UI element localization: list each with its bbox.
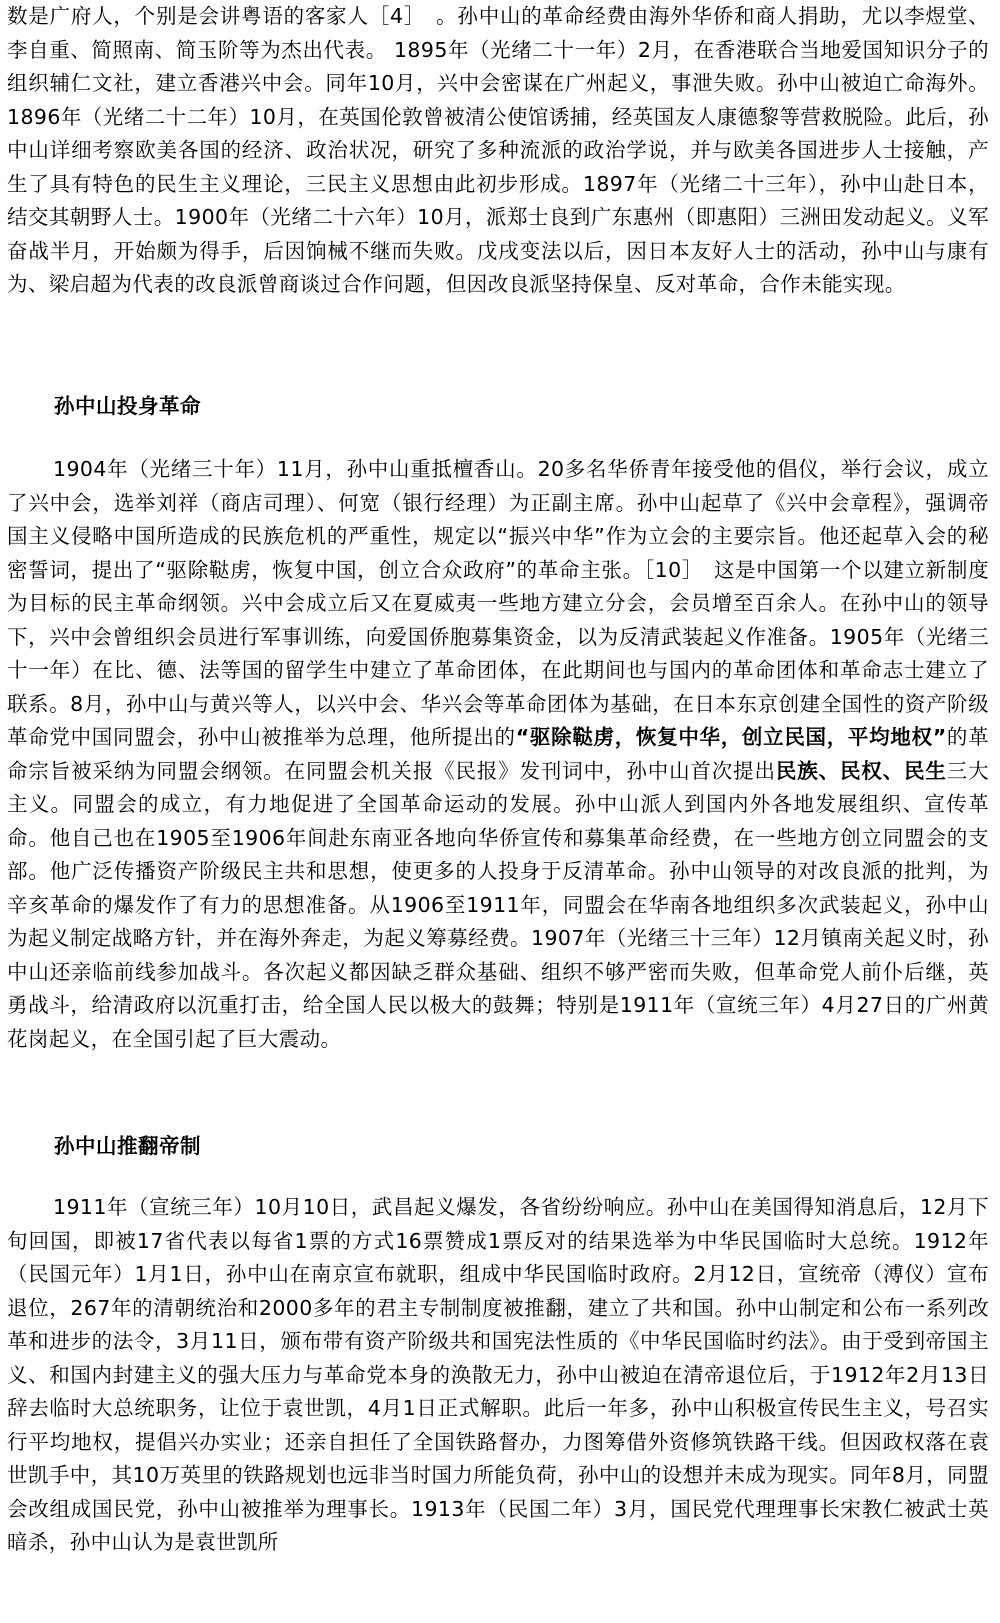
paragraph-overthrowing-monarchy: 1911年（宣统三年）10月10日，武昌起义爆发，各省纷纷响应。孙中山在美国得知消息后，12月下旬回国，即被17省代表以每省1票的方式16票赞成1票反对的结果选举为中华民国临时大总统。1912年（民国元年）1月1日，孙中山在南京宣布就职，组成中华民国临时政府。2月12日，宣统帝（溥仪）宣布退位，267年的清朝统治和2000多年的君主专制制度被推翻，建立了共和国。孙中山制定和公布一系列改革和进步的法令，3月11日，颁布带有资产阶级共和国宪法性质的《中华民国临时约法》。由于受到帝国主义、和国内封建主义的强大压力与革命党本身的涣散无力，孙中山被迫在清帝退位后，于1912年2月13日辞去临时大总统职务，让位于袁世凯，4月1日正式解职。此后一年多，孙中山积极宣传民生主义，号召实行平均地权，提倡兴办实业；还亲自担任了全国铁路督办，力图筹借外资修筑铁路干线。但因政权落在袁世凯手中，其10万英里的铁路规划也远非当时国力所能负荷，孙中山的设想并未成为现实。同年8月，同盟会改组成国民党，孙中山被推举为理事长。1913年（民国二年）3月，国民党代理理事长宋教仁被武士英暗杀，孙中山认为是袁世凯所 [7,1195,989,1554]
section-heading-overthrowing-monarchy: 孙中山推翻帝制 [54,1134,201,1158]
bold-text-three-principles: 民族、民权、民生 [775,758,947,783]
text-run: 的革命宗旨被采纳为同盟会纲领。在同盟会机关报《民报》发刊词中，孙中山首次提出 [7,725,989,783]
bold-text-slogan: “驱除鞑虏，恢复中华，创立民国，平均地权” [515,725,947,749]
paragraph-intro: 数是广府人，个别是会讲粤语的客家人［4］ 。孙中山的革命经费由海外华侨和商人捐助，尤以李煜堂、李自重、简照南、简玉阶等为杰出代表。 1895年（光绪二十一年）2月，在香港联合当地爱国知识分子的组织辅仁文社，建立香港兴中会。同年10月，兴中会密谋在广州起义，事泄失败。孙中山被迫亡命海外。1896年（光绪二十二年）10月，在英国伦敦曾被清公使馆诱捕，经英国友人康德黎等营救脱险。此后，孙中山详细考察欧美各国的经济、政治状况，研究了多种流派的政治学说，并与欧美各国进步人士接触，产生了具有特色的民生主义理论，三民主义思想由此初步形成。1897年（光绪二十三年），孙中山赴日本，结交其朝野人士。1900年（光绪二十六年）10月，派郑士良到广东惠州（即惠阳）三洲田发动起义。义军奋战半月，开始颇为得手，后因饷械不继而失败。戊戌变法以后，因日本友好人士的活动，孙中山与康有为、梁启超为代表的改良派曾商谈过合作问题，但因改良派坚持保皇、反对革命，合作未能实现。 [7,4,989,296]
text-run: 三大主义。同盟会的成立，有力地促进了全国革命运动的发展。孙中山派人到国内外各地发展组织、宣传革命。他自己也在1905至1906年间赴东南亚各地向华侨宣传和募集革命经费，在一些地方创立同盟会的支部。他广泛传播资产阶级民主共和思想，使更多的人投身于反清革命。孙中山领导的对改良派的批判，为辛亥革命的爆发作了有力的思想准备。从1906至1911年，同盟会在华南各地组织多次武装起义，孙中山为起义制定战略方针，并在海外奔走，为起义筹募经费。1907年（光绪三十三年）12月镇南关起义时，孙中山还亲临前线参加战斗。各次起义都因缺乏群众基础、组织不够严密而失败，但革命党人前仆后继，英勇战斗，给清政府以沉重打击，给全国人民以极大的鼓舞；特别是1911年（宣统三年）4月27日的广州黄花岗起义，在全国引起了巨大震动。 [7,758,989,1051]
section-heading-joining-revolution: 孙中山投身革命 [54,394,201,418]
paragraph-joining-revolution [7,453,989,1056]
text-run: 1904年（光绪三十年）11月，孙中山重抵檀香山。20多名华侨青年接受他的倡仪，举行会议，成立了兴中会，选举刘祥（商店司理）、何宽（银行经理）为正副主席。孙中山起草了《兴中会章程》，强调帝国主义侵略中国所造成的民族危机的严重性，规定以“振兴中华”作为立会的主要宗旨。他还起草入会的秘密誓词，提出了“驱除鞑虏，恢复中国，创立合众政府”的革命主张。［10］ 这是中国第一个以建立新制度为目标的民主革命纲领。兴中会成立后又在夏威夷一些地方建立分会，会员增至百余人。在孙中山的领导下，兴中会曾组织会员进行军事训练，向爱国侨胞募集资金，以为反清武装起义作准备。1905年（光绪三十一年）在比、德、法等国的留学生中建立了革命团体，在此期间也与国内的革命团体和革命志士建立了联系。8月，孙中山与黄兴等人，以兴中会、华兴会等革命团体为基础，在日本东京创建全国性的资产阶级革命党中国同盟会，孙中山被推举为总理，他所提出的 [7,457,989,749]
